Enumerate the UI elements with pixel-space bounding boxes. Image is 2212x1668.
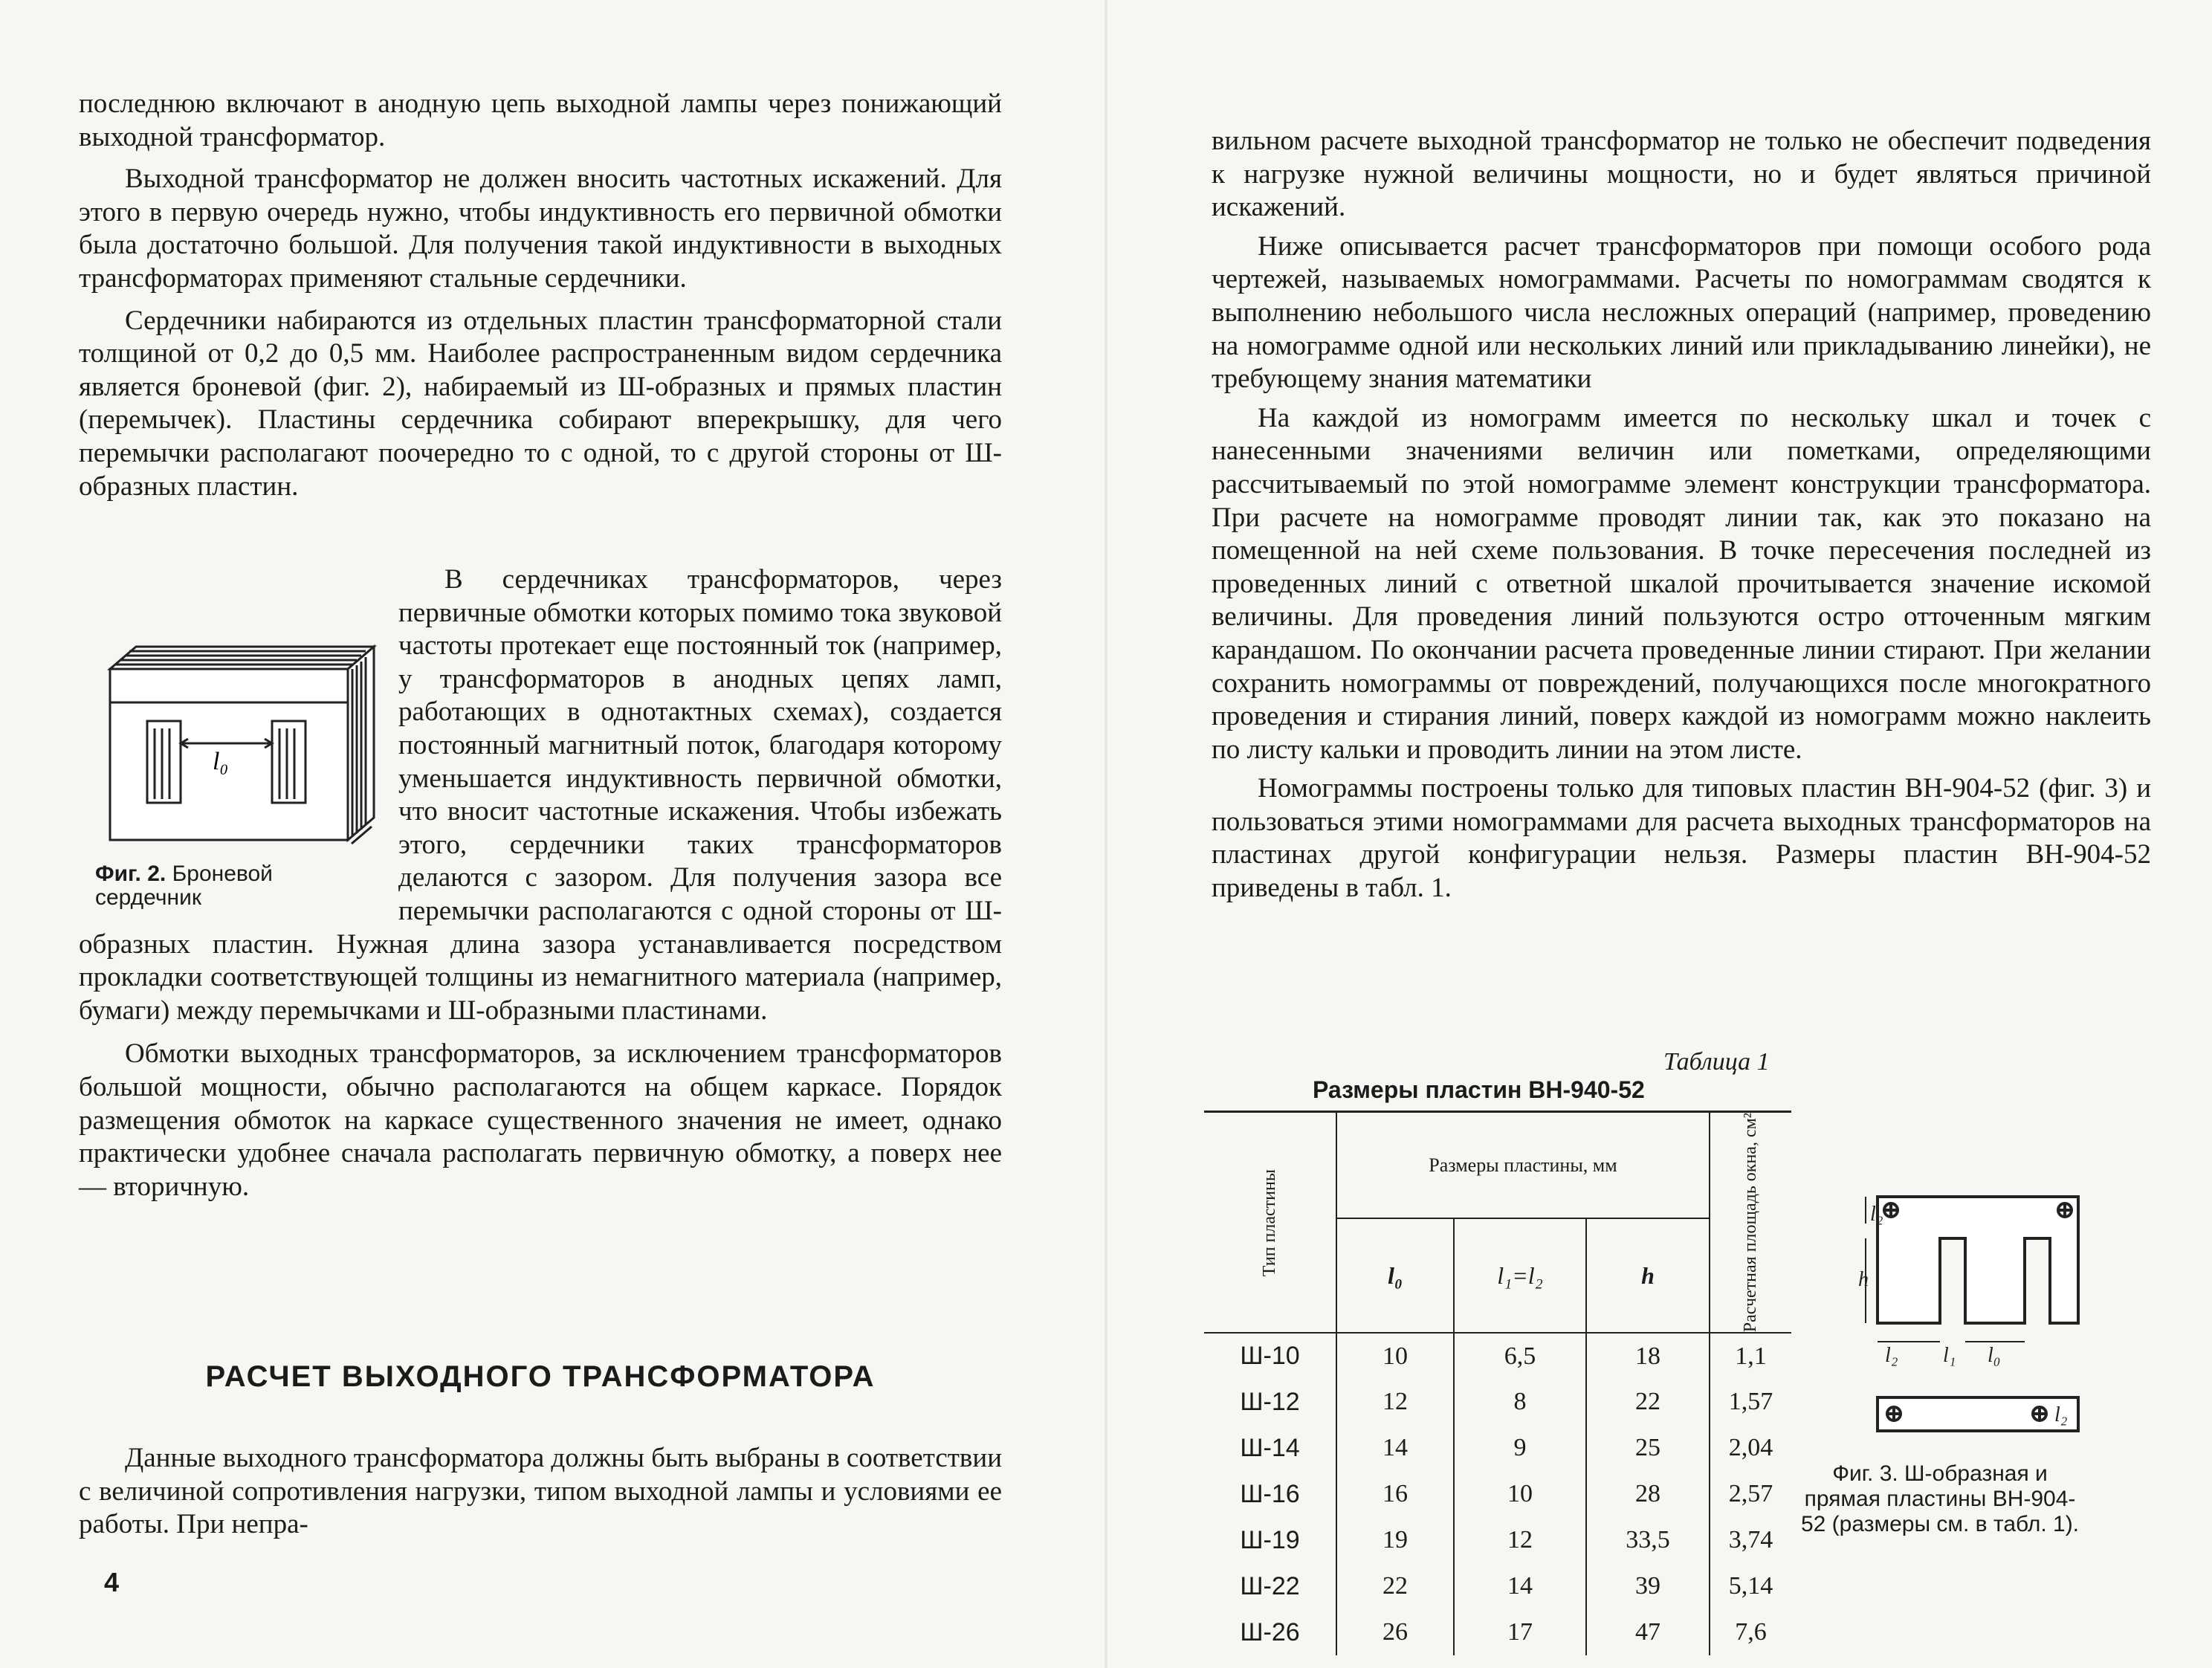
table-row [1204,1517,1791,1563]
table-cell: 9 [1454,1425,1586,1471]
table-cell: 17 [1454,1609,1586,1655]
table-cell: Ш-22 [1204,1563,1336,1609]
table-cell: 22 [1586,1379,1710,1425]
table-cell: 26 [1336,1609,1454,1655]
table-cell: Ш-10 [1204,1333,1336,1379]
header-l1l2: l₁=l₂ [1454,1218,1586,1333]
table-cell: 39 [1586,1563,1710,1609]
table-cell: 25 [1586,1425,1710,1471]
table-cell: 18 [1586,1333,1710,1379]
fig3-l2-side-label: l₂ [2054,1403,2068,1426]
paragraph: Данные выходного трансформатора должны быть выбраны в соответствии с величиной сопротивления нагрузки, типом выходной лампы и условиями ее работы. При непра- [79,1443,1002,1540]
table-cell: Ш-26 [1204,1609,1336,1655]
fig3-l1-label: l₁ [1943,1344,1956,1367]
table-cell: 8 [1454,1379,1586,1425]
fig3-h-label: h [1858,1268,1869,1291]
table-cell: Ш-19 [1204,1517,1336,1563]
table-cell: Ш-14 [1204,1425,1336,1471]
left-text-end [79,1442,1002,1542]
paragraph: последнюю включают в анодную цепь выходной лампы через понижающий выходной трансформатор. [79,88,1002,152]
fig3-l2-bottom-label: l₂ [1885,1344,1898,1367]
table-row [1204,1379,1791,1425]
table-cell: 5,14 [1728,1572,1773,1600]
table-cell: 33,5 [1586,1517,1710,1563]
table-cell: 12 [1454,1517,1586,1563]
table-cell: 14 [1454,1563,1586,1609]
table-cell: 6,5 [1454,1333,1586,1379]
table-cell: 28 [1586,1471,1710,1517]
table-row [1204,1609,1791,1655]
fig3-l2-label: l₂ [1870,1203,1883,1226]
fig3-caption: Фиг. 3. Ш-образная и прямая пластины ВН-904-52 (размеры см. в табл. 1). [1800,1461,2080,1536]
paragraph: Сердечники набираются из отдельных пластин трансформаторной стали толщиной от 0,2 до 0,5 мм. Наиболее распространенным видом сердечника является броневой (фиг. 2), набираемый из Ш-образных и прямых пластин (перемычек). Пластины сердечника собирают вперекрышку, для чего перемычки располагают поочередно то с одной, то с другой стороны от Ш-образных пластин. [79,305,1002,502]
paragraph: На каждой из номограмм имеется по нескольку шкал и точек с нанесенными значениями величин или пометками, определяющими рассчитываемый по этой номограмме элемент конструкции трансформатора. При расчете на номограмме проводят линии так, как это показано на помещенной на ней схеме пользования. В точке пересечения последней из проведенных линий с ответной шкалой прочитывается значение искомой величины. Для проведения линий пользуются остро отточенным мягким карандашом. По окончании расчета проведенные линии стирают. При желании сохранить номограммы от повреждений, получающихся после многократного проведения и стирания линий, поверх каждой из номограмм можно наклеить по листу кальки и проводить линии на этом листе. [1212,402,2151,765]
left-text-top [79,88,1002,503]
fig2-caption-text: Броневой сердечник [95,862,273,910]
paragraph: В сердечниках трансформаторов, через первичные обмотки которых помимо тока звуковой частоты протекает еще постоянный ток (например, у трансформаторов в анодных цепях ламп, работающих в однотактных схемах), создается постоянный магнитный поток, благодаря которому уменьшается индуктивность первичной обмотки, что вносит частотные искажения. Чтобы избежать этого, сердечники таких трансформаторов делаются с зазором. Для получения зазора все перемычки располагаются с одной стороны от Ш-образных пластин. Нужная длина зазора устанавливается посредством прокладки соответствующей толщины из немагнитного материала (например, бумаги) между перемычками и Ш-образными пластинами. [79,564,1002,1026]
table-cell: 1,1 [1735,1342,1767,1370]
paragraph: Ниже описывается расчет трансформаторов при помощи особого рода чертежей, называемых номограммами. Расчеты по номограммам сводятся к выполнению небольшого числа несложных операций (например, проведению на номограмме одной или нескольких линий или прикладыванию линейки), не требующему знания математики [1212,230,2151,395]
page-number: 4 [104,1567,120,1597]
table-cell: 12 [1336,1379,1454,1425]
fig2-caption [95,862,385,910]
table-cell: 19 [1336,1517,1454,1563]
header-l0: l₀ [1336,1218,1454,1333]
table-cell: 16 [1336,1471,1454,1517]
table-row [1204,1563,1791,1609]
fig3-l0-label: l₀ [1988,1344,2001,1367]
table-cell: 1,57 [1728,1388,1773,1416]
paragraph: вильном расчете выходной трансформатор не только не обеспечит подведения к нагрузке нужной величины мощности, но и будет являться причиной искажений. [1212,126,2151,223]
table-cell: 3,74 [1728,1526,1773,1554]
e-plate-figure [1855,1189,2093,1457]
header-type: Тип пластины [1204,1112,1336,1334]
table-cell: 10 [1454,1471,1586,1517]
table-cell: 10 [1336,1333,1454,1379]
table-row [1204,1425,1791,1471]
table-row [1204,1471,1791,1517]
table-cell: Ш-16 [1204,1471,1336,1517]
table-cell: Ш-12 [1204,1379,1336,1425]
paragraph: Выходной трансформатор не должен вносить частотных искажений. Для этого в первую очередь нужно, чтобы индуктивность его первичной обмотки была достаточно большой. Для получения такой индуктивности в выходных трансформаторах применяют стальные сердечники. [79,164,1002,294]
armored-core-figure [95,632,385,855]
fig2-label: Фиг. 2. [95,862,166,886]
header-area: Расчетная площадь окна, см² [1741,1113,1760,1333]
header-group: Размеры пластины, мм [1336,1112,1710,1219]
table-cell: 7,6 [1735,1618,1767,1646]
paragraph: Обмотки выходных трансформаторов, за исключением трансформаторов большой мощности, обычно располагаются на общем каркасе. Порядок размещения обмоток на каркасе существенного значения не имеет, однако практически удобнее сначала располагать первичную обмотку, а поверх нее — вторичную. [79,1038,1002,1202]
table-cell: 2,57 [1728,1480,1773,1508]
table-cell: 14 [1336,1425,1454,1471]
section-heading: РАСЧЕТ ВЫХОДНОГО ТРАНСФОРМАТОРА [205,1360,876,1393]
fig2-l0-label: l₀ [213,748,229,775]
plate-dimensions-table [1204,1111,1791,1655]
table-caption: Таблица 1 [1663,1048,1770,1076]
table-cell: 2,04 [1728,1434,1773,1462]
right-text [1212,125,2151,905]
paragraph: Номограммы построены только для типовых пластин ВН-904-52 (фиг. 3) и пользоваться этими номограммами для расчета выходных трансформаторов на пластинах другой конфигурации нельзя. Размеры пластин ВН-904-52 приведены в табл. 1. [1212,773,2151,904]
table-cell: 22 [1336,1563,1454,1609]
table-cell: 47 [1586,1609,1710,1655]
table-title: Размеры пластин ВН-940-52 [1313,1076,1645,1103]
header-h: h [1586,1218,1710,1333]
table-row [1204,1333,1791,1379]
